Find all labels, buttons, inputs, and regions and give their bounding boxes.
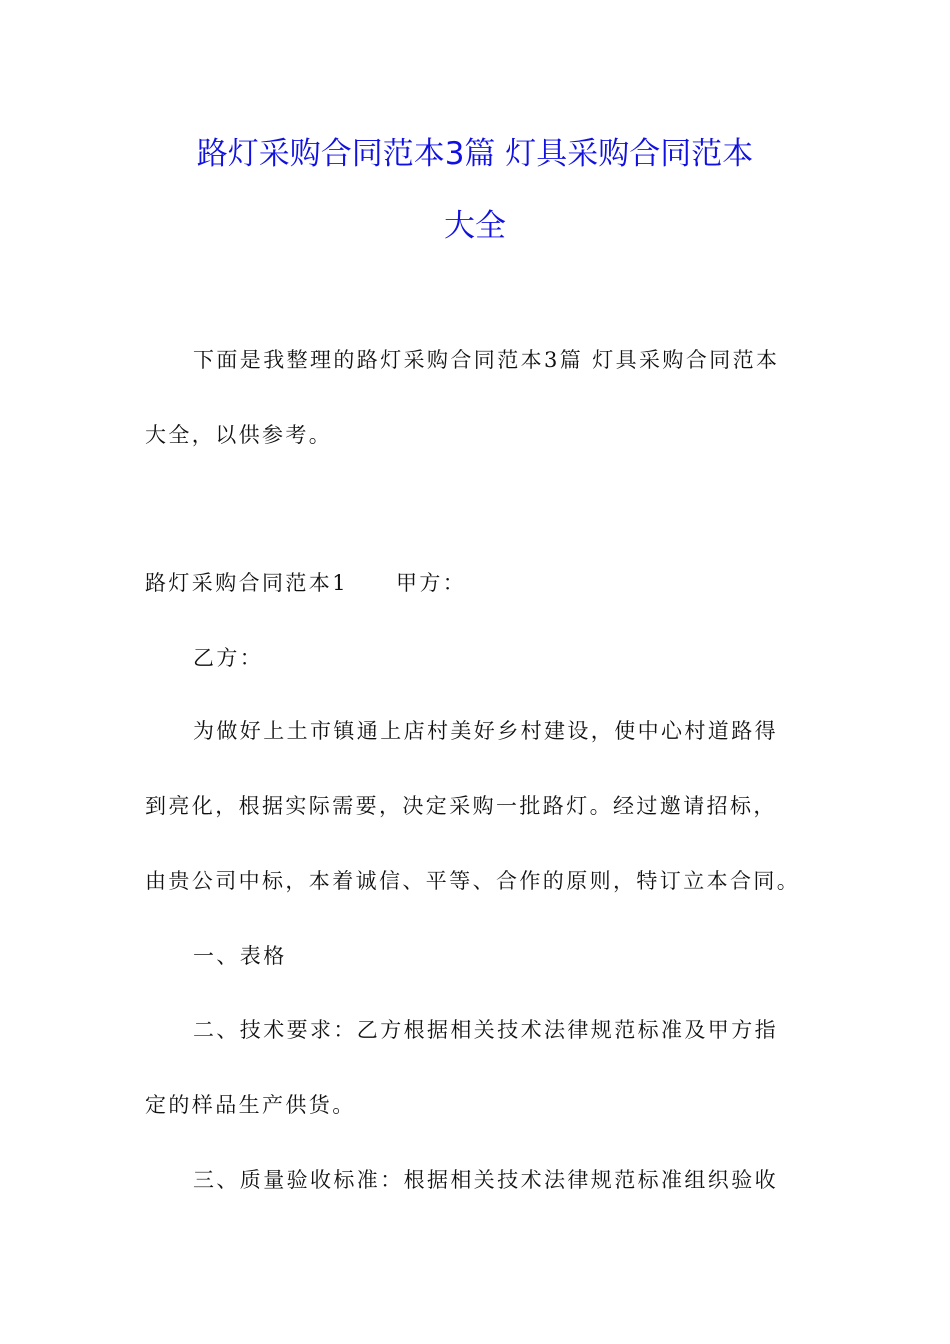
- paragraph-1-line-1: 为做好上土市镇通上店村美好乡村建设，使中心村道路得: [193, 719, 778, 743]
- item-3-line-1: 三、质量验收标准：根据相关技术法律规范标准组织验收: [193, 1168, 778, 1192]
- party-a-label: 甲方：: [395, 571, 467, 595]
- section-heading-row: [145, 568, 815, 598]
- item-1: 一、表格: [193, 944, 287, 968]
- document-title-line-2: 大全: [444, 208, 506, 244]
- document-title-line-1: 路灯采购合同范本3篇 灯具采购合同范本: [196, 136, 754, 172]
- intro-paragraph-line-1: 下面是我整理的路灯采购合同范本3篇 灯具采购合同范本: [193, 348, 780, 372]
- paragraph-1-line-2: 到亮化，根据实际需要，决定采购一批路灯。经过邀请招标，: [145, 794, 777, 818]
- item-2-line-2: 定的样品生产供货。: [145, 1093, 356, 1117]
- party-b-label: 乙方：: [193, 646, 264, 670]
- intro-paragraph-line-2: 大全，以供参考。: [145, 423, 333, 447]
- section-heading: 路灯采购合同范本1: [145, 571, 348, 595]
- paragraph-1-line-3: 由贵公司中标，本着诚信、平等、合作的原则，特订立本合同。: [145, 869, 801, 893]
- item-2-line-1: 二、技术要求：乙方根据相关技术法律规范标准及甲方指: [193, 1018, 778, 1042]
